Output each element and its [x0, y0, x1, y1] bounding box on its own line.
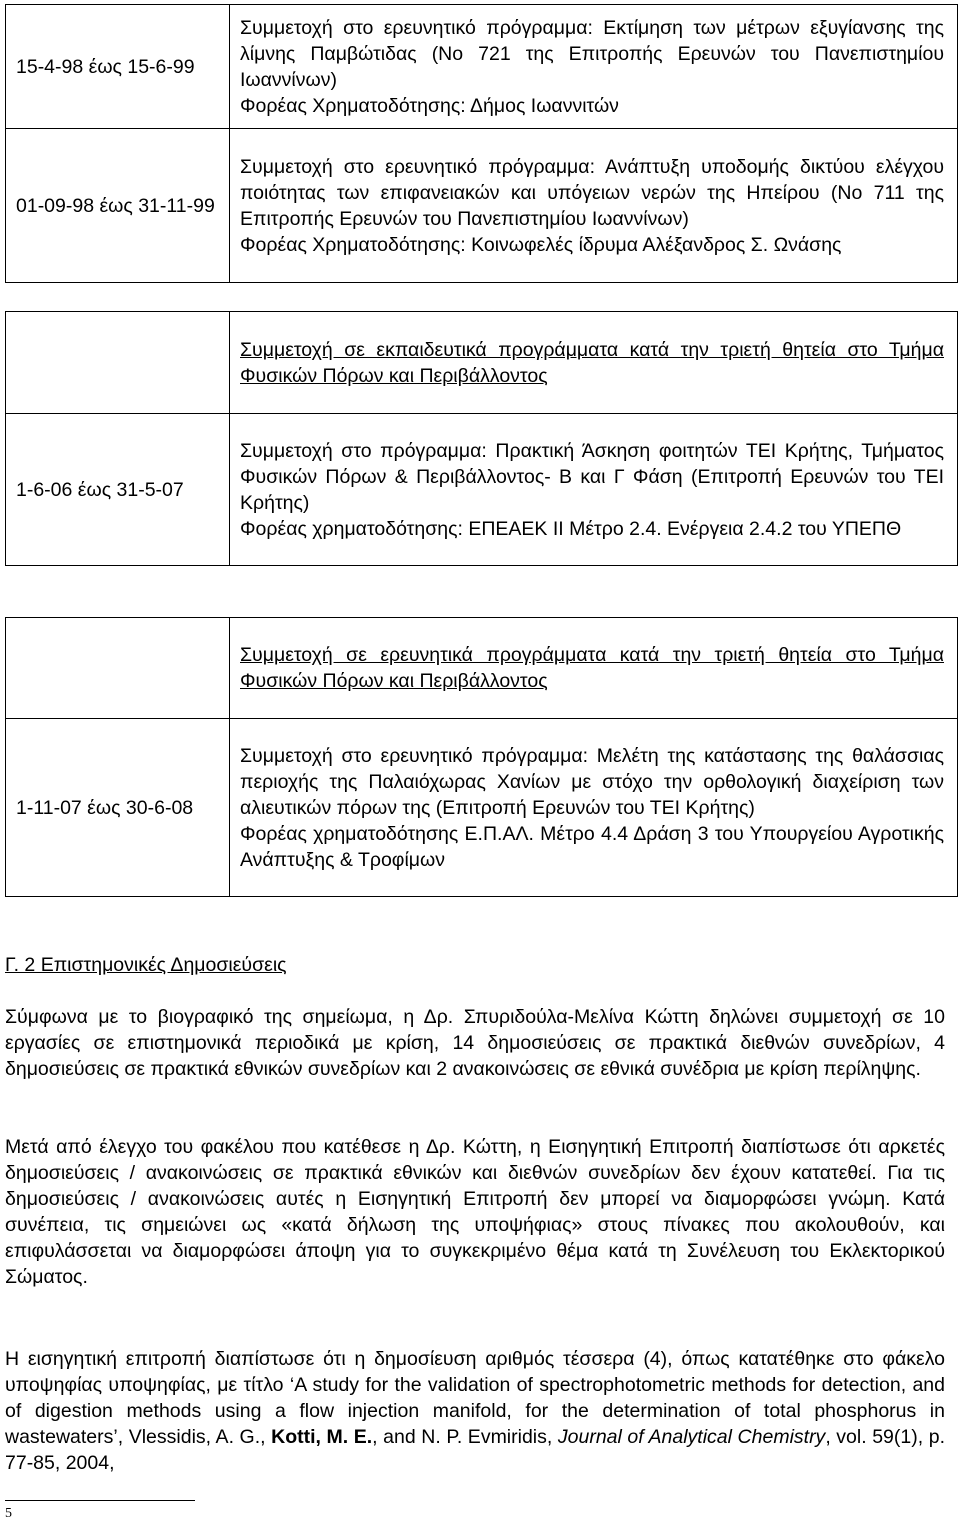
- journal-name: Journal of Analytical Chemistry: [557, 1426, 826, 1448]
- footer-divider: [5, 1500, 195, 1501]
- publication-title: ‘A study for the validation of spectrophotometric methods for detection, and of digestion methods using a flow injection manifold, for the determination of total phosphorus in wastewaters’: [5, 1374, 945, 1448]
- page-number: 5: [5, 1506, 12, 1521]
- table-row: [6, 5, 958, 129]
- program-date: 1-11-07 έως 30-6-08: [6, 719, 230, 897]
- author-bold: Kotti, M. E.: [271, 1426, 373, 1448]
- authors-post: , and N. P. Evmiridis,: [372, 1426, 558, 1448]
- table-heading-text: Συμμετοχή σε ερευνητικά προγράμματα κατά την τριετή θητεία στο Τμήμα Φυσικών Πόρων και Περιβάλλοντος: [240, 644, 944, 692]
- section-title-text: Γ. 2 Επιστημονικές Δημοσιεύσεις: [5, 954, 287, 976]
- project-funding: Φορέας Χρηματοδότησης: Κοινωφελές ίδρυμα Αλέξανδρος Σ. Ωνάσης: [240, 233, 842, 256]
- research-projects-table: [5, 4, 958, 283]
- program-date: 1-6-06 έως 31-5-07: [6, 414, 230, 566]
- table-heading: [230, 312, 958, 414]
- project-title: Συμμετοχή στο ερευνητικό πρόγραμμα: Ανάπτυξη υποδομής δικτύου ελέγχου ποιότητας των επιφανειακών και υπόγειων νερών της Ηπείρου (Νο 711 της Επιτροπής Ερευνών του Πανεπιστημίου Ιωαννίνων): [240, 155, 944, 230]
- publication-details: , vol. 59(1), p. 77-85, 2004,: [5, 1426, 945, 1474]
- educational-programs-table: [5, 311, 958, 566]
- table-header-row: [6, 312, 958, 414]
- table-row: [6, 719, 958, 897]
- table-heading-text: Συμμετοχή σε εκπαιδευτικά προγράμματα κατά την τριετή θητεία στο Τμήμα Φυσικών Πόρων και Περιβάλλοντος: [240, 338, 944, 387]
- empty-cell: [6, 618, 230, 719]
- project-description: [230, 5, 958, 129]
- section-title: [5, 952, 287, 978]
- project-date: 15-4-98 έως 15-6-99: [6, 5, 230, 129]
- empty-cell: [6, 312, 230, 414]
- project-description: [230, 129, 958, 283]
- paragraph-summary: Σύμφωνα με το βιογραφικό της σημείωμα, η Δρ. Σπυριδούλα-Μελίνα Κώττη δηλώνει συμμετοχή σε 10 εργασίες σε επιστημονικά περιοδικά με κρίση, 14 δημοσιεύσεις σε πρακτικά διεθνών συνεδρίων, 4 δημοσιεύσεις σε πρακτικά εθνικών συνεδρίων και 2 ανακοινώσεις σε εθνικά συνέδρια με κρίση περίληψης.: [5, 1006, 945, 1080]
- paragraph-intro: Η εισηγητική επιτροπή διαπίστωσε ότι η δημοσίευση αριθμός τέσσερα (4), όπως κατατέθηκε στο φάκελο υποψηφίας υποψηφίας, με τίτλο: [5, 1348, 945, 1396]
- project-title: Συμμετοχή στο ερευνητικό πρόγραμμα: Εκτίμηση των μέτρων εξυγίανσης της λίμνης Παμβώτιδας (Νο 721 της Επιτροπής Ερευνών του Πανεπιστημίου Ιωαννίνων): [240, 16, 944, 91]
- program-description: [230, 719, 958, 897]
- program-funding: Φορέας χρηματοδότησης: ΕΠΕΑΕΚ ΙΙ Μέτρο 2.4. Ενέργεια 2.4.2 του ΥΠΕΠΘ: [240, 517, 902, 540]
- term-research-programs-table: [5, 617, 958, 897]
- paragraph-publication-four: [5, 1346, 945, 1476]
- program-title: Συμμετοχή στο ερευνητικό πρόγραμμα: Μελέτη της κατάστασης της θαλάσσιας περιοχής της Παλαιόχωρας Χανίων με στόχο την ορθολογική διαχείριση των αλιευτικών πόρων της (Επιτροπή Ερευνών του ΤΕΙ Κρήτης): [240, 744, 944, 819]
- table-heading: [230, 618, 958, 719]
- table-row: [6, 129, 958, 283]
- project-funding: Φορέας Χρηματοδότησης: Δήμος Ιωαννιτών: [240, 94, 619, 117]
- program-description: [230, 414, 958, 566]
- paragraph-committee-check: Μετά από έλεγχο του φακέλου που κατέθεσε η Δρ. Κώττη, η Εισηγητική Επιτροπή διαπίστωσε ότι αρκετές δημοσιεύσεις / ανακοινώσεις σε πρακτικά εθνικών και διεθνών συνεδρίων δεν έχουν κατατεθεί. Για τις δημοσιεύσεις / ανακοινώσεις αυτές η Εισηγητική Επιτροπή δεν μπορεί να διαμορφώσει γνώμη. Κατά συνέπεια, τις σημειώνει ως «κατά δήλωση της υποψήφιας» στους πίνακες που ακολουθούν, και επιφυλάσσεται να διαμορφώσει άποψη για το συγκεκριμένο θέμα κατά τη Συνέλευση του Εκλεκτορικού Σώματος.: [5, 1136, 945, 1288]
- program-title: Συμμετοχή στο πρόγραμμα: Πρακτική Άσκηση φοιτητών ΤΕΙ Κρήτης, Τμήματος Φυσικών Πόρων & Περιβάλλοντος- Β και Γ Φάση (Επιτροπή Ερευνών του ΤΕΙ Κρήτης): [240, 439, 944, 514]
- authors-pre: , Vlessidis, A. G.,: [117, 1426, 272, 1448]
- table-row: [6, 414, 958, 566]
- program-funding: Φορέας χρηματοδότησης Ε.Π.ΑΛ. Μέτρο 4.4 Δράση 3 του Υπουργείου Αγροτικής Ανάπτυξης & Τροφίμων: [240, 822, 944, 871]
- table-header-row: [6, 618, 958, 719]
- project-date: 01-09-98 έως 31-11-99: [6, 129, 230, 283]
